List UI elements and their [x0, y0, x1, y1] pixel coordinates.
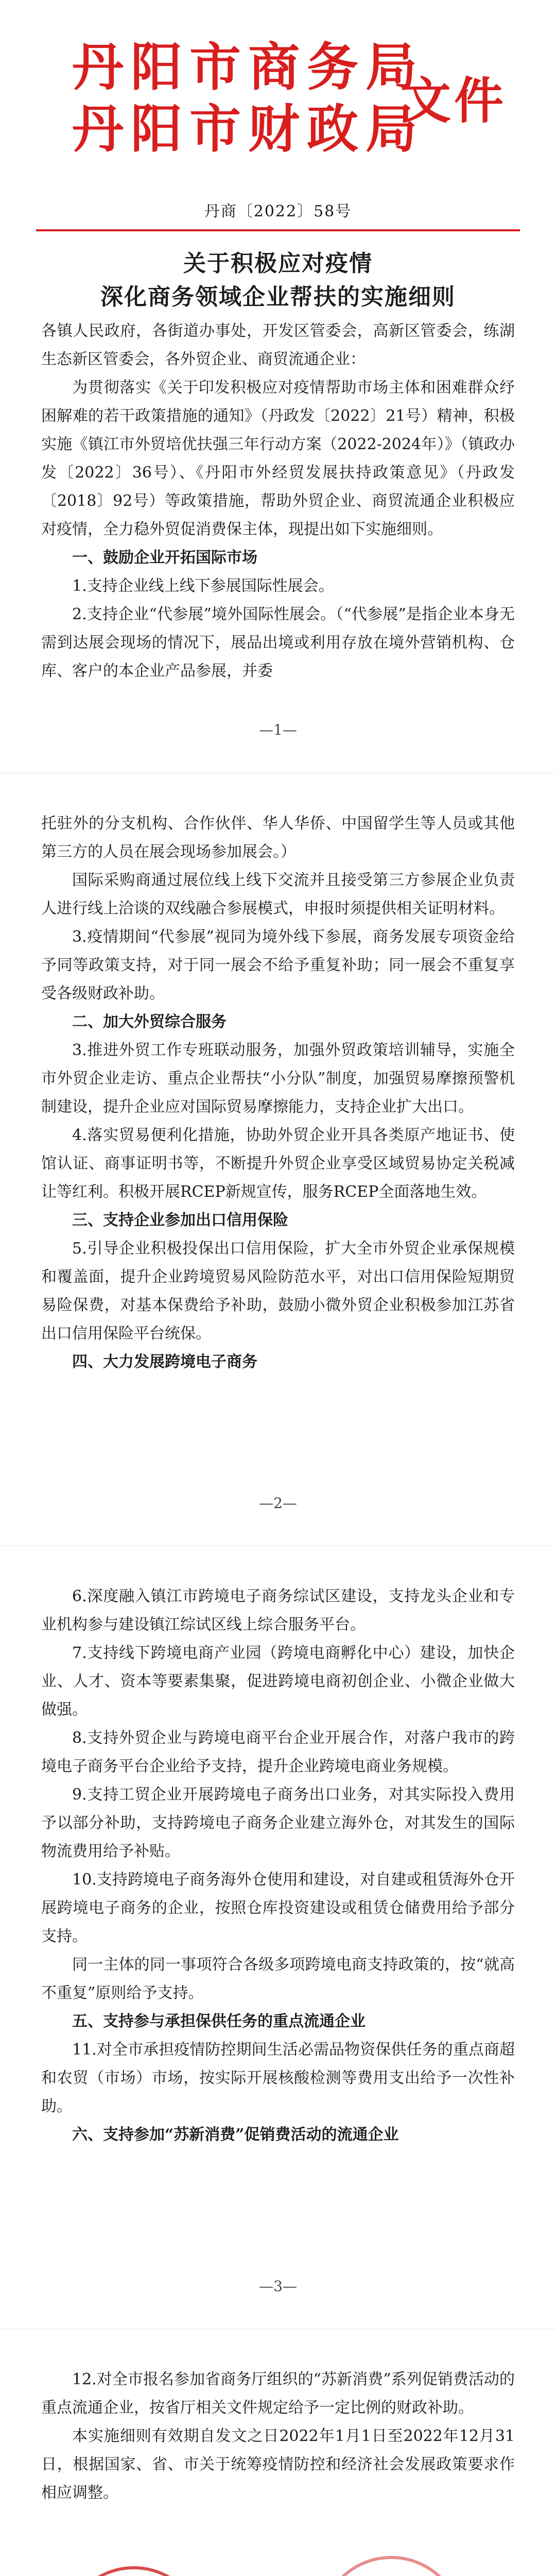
- paragraph: 9.支持工贸企业开展跨境电子商务出口业务，对其实际投入费用予以部分补助，支持跨境电子商务企业建立海外仓，对其发生的国际物流费用给予补贴。: [41, 1786, 515, 1860]
- paragraph: 10.支持跨境电子商务海外仓使用和建设，对自建或租赁海外仓开展跨境电子商务的企业，按照仓库投资建设或租赁仓储费用给予部分支持。: [41, 1871, 515, 1945]
- paragraph: 3.推进外贸工作专班联动服务，加强外贸政策培训辅导，实施全市外贸企业走访、重点企业帮扶“小分队”制度，加强贸易摩擦预警机制建设，提升企业应对国际贸易摩擦能力，支持企业扩大出口。: [41, 1041, 515, 1116]
- section-heading: 五、支持参与承担保供任务的重点流通企业: [72, 2012, 366, 2030]
- paragraph: 2.支持企业“代参展”境外国际性展会。（“代参展”是指企业本身无需到达展会现场的情况下，展品出境或利用存放在境外营销机构、仓库、客户的本企业产品参展，并委: [41, 605, 515, 680]
- section-heading: 三、支持企业参加出口信用保险: [72, 1211, 288, 1229]
- doc-title-line2: 深化商务领域企业帮扶的实施细则: [100, 284, 456, 310]
- issuer-finance: 丹阳市财政局: [72, 98, 424, 159]
- section-heading: 一、鼓励企业开拓国际市场: [72, 549, 257, 567]
- doc-title-line1: 关于积极应对疫情: [183, 250, 373, 277]
- page-2-body: [41, 809, 515, 1376]
- section-heading: 四、大力发展跨境电子商务: [72, 1353, 257, 1371]
- page-1-body: [41, 317, 515, 685]
- paragraph: 各镇人民政府，各街道办事处，开发区管委会，高新区管委会，练湖生态新区管委会，各外贸企业、商贸流通企业：: [41, 322, 515, 368]
- red-divider: [36, 229, 520, 231]
- paragraph: 5.引导企业积极投保出口信用保险，扩大全市外贸企业承保规模和覆盖面，提升企业跨境贸易风险防范水平，对出口信用保险短期贸易险保费，对基本保费给予补助，鼓励小微外贸企业积极参加江苏省出口信用保险平台统保。: [41, 1240, 515, 1343]
- page-4: [0, 2329, 556, 2576]
- paragraph: 本实施细则有效期自发文之日2022年1月1日至2022年12月31日，根据国家、省、市关于统筹疫情防控和经济社会发展政策要求作相应调整。: [41, 2427, 515, 2502]
- commerce-bureau-seal: [62, 2566, 206, 2576]
- paragraph: 托驻外的分支机构、合作伙伴、华人华侨、中国留学生等人员或其他第三方的人员在展会现场参加展会。）: [41, 815, 515, 861]
- paragraph: 为贯彻落实《关于印发积极应对疫情帮助市场主体和困难群众纾困解难的若干政策措施的通知》（丹政发〔2022〕21号）精神，积极实施《镇江市外贸培优扶强三年行动方案（2022-2024年）》（镇政办发〔2022〕36号）、《丹阳市外经贸发展扶持政策意见》（丹政发〔2018〕92号）等政策措施，帮助外贸企业、商贸流通企业积极应对疫情，全力稳外贸促消费保主体，现提出如下实施细则。: [41, 379, 515, 538]
- paragraph: 12.对全市报名参加省商务厅组织的“苏新消费”系列促销费活动的重点流通企业，按省厅相关文件规定给予一定比例的财政补助。: [41, 2370, 515, 2417]
- page-4-body: [41, 2365, 515, 2507]
- paragraph: 3.疫情期间“代参展”视同为境外线下参展，商务发展专项资金给予同等政策支持，对于同一展会不给予重复补助；同一展会不重复享受各级财政补助。: [41, 928, 515, 1003]
- finance-bureau-seal: [319, 2556, 463, 2576]
- page-number: —2—: [259, 1495, 297, 1512]
- section-heading: 二、加大外贸综合服务: [72, 1013, 227, 1031]
- document-number: 丹商〔2022〕58号: [204, 202, 352, 221]
- page-number: —3—: [259, 2278, 297, 2295]
- document-header: [72, 31, 525, 160]
- paragraph: 4.落实贸易便利化措施，协助外贸企业开具各类原产地证书、使馆认证、商事证明书等，不断提升外贸企业享受区域贸易协定关税减让等红利。积极开展RCEP新规宣传，服务RCEP全面落地生效。: [41, 1126, 515, 1201]
- paragraph: 11.对全市承担疫情防控期间生活必需品物资保供任务的重点商超和农贸（市场）市场，按实际开展核酸检测等费用支出给予一次性补助。: [41, 2041, 515, 2115]
- section-heading: 六、支持参加“苏新消费”促销费活动的流通企业: [72, 2126, 399, 2144]
- paragraph: 7.支持线下跨境电商产业园（跨境电商孵化中心）建设，加快企业、人才、资本等要素集聚，促进跨境电商初创企业、小微企业做大做强。: [41, 1644, 515, 1719]
- document-suffix: 文件: [402, 72, 507, 130]
- page-2: [0, 773, 556, 1546]
- paragraph: 1.支持企业线上线下参展国际性展会。: [72, 577, 334, 595]
- paragraph: 同一主体的同一事项符合各级多项跨境电商支持政策的，按“就高不重复”原则给予支持。: [41, 1956, 515, 2002]
- paragraph: 国际采购商通过展位线上线下交流并且接受第三方参展企业负责人进行线上洽谈的双线融合参展模式，申报时须提供相关证明材料。: [41, 871, 515, 918]
- page-3: [0, 1546, 556, 2329]
- paragraph: 8.支持外贸企业与跨境电商平台企业开展合作，对落户我市的跨境电子商务平台企业给予支持，提升企业跨境电商业务规模。: [41, 1729, 515, 1775]
- issuer-commerce: 丹阳市商务局: [72, 37, 424, 97]
- page-3-body: [41, 1582, 515, 2149]
- page-1: [0, 0, 556, 773]
- paragraph: 6.深度融入镇江市跨境电子商务综试区建设，支持龙头企业和专业机构参与建设镇江综试区线上综合服务平台。: [41, 1587, 515, 1634]
- page-number: —1—: [259, 721, 297, 738]
